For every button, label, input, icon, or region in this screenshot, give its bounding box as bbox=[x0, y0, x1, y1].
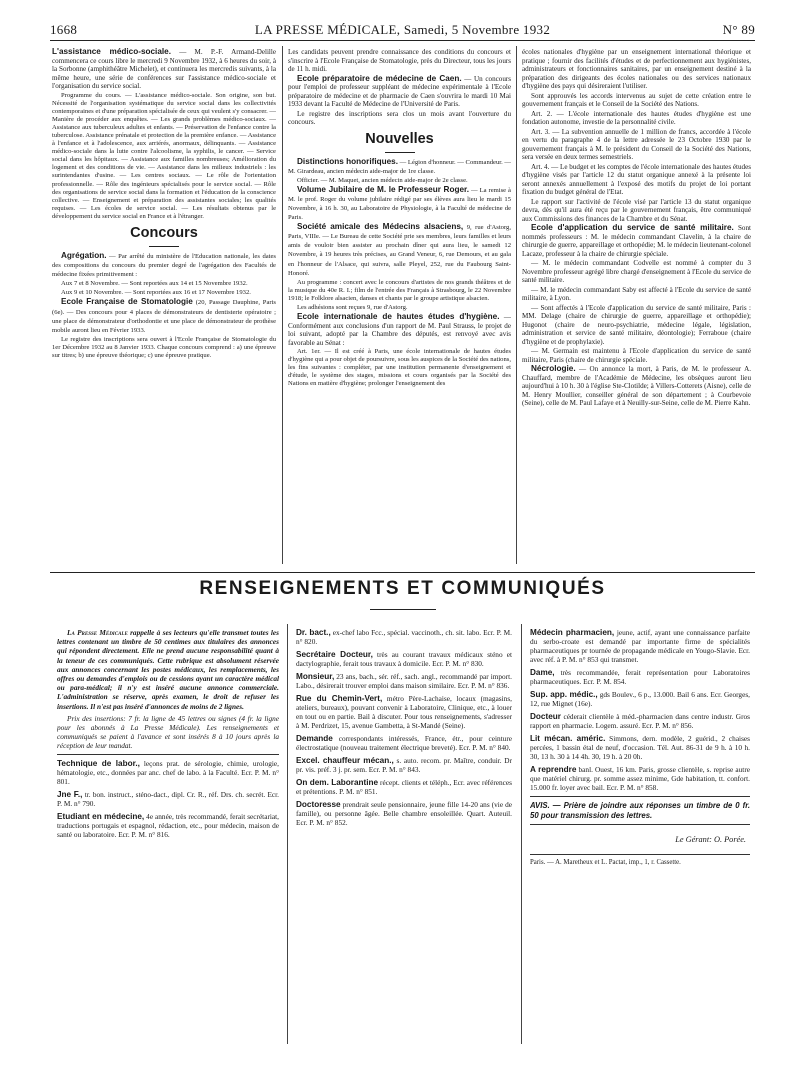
classified-ad: Etudiant en médecine, 4e année, très recommandé, ferait secrétariat, traductions portugais et espagnol, rédaction, etc., pour médecin, maison de santé ou laboratoire. Ecr. P. M. n° 816. bbox=[57, 811, 279, 839]
distinctions-officier: Officier. — M. Maquet, ancien médecin aide-major de 2e classe. bbox=[297, 176, 468, 184]
article-stomatologie: Ecole Française de Stomatologie (20, Passage Dauphine, Paris (6e). — Des concours pour 4 places de démonstrateurs de dentisterie opératoire ; une place de démonstrateur d'orthodontie et une place de démonstrateur de prothèse mobile auront lieu en Février 1933. bbox=[52, 297, 276, 334]
issue-number: N° 89 bbox=[722, 22, 755, 37]
caen-registre: Le registre des inscriptions sera clos un mois avant l'ouverture du concours. bbox=[288, 109, 511, 126]
banner-rule bbox=[370, 609, 436, 610]
sante-affectes: — Sont affectés à l'Ecole d'application du service de santé militaire, Paris : MM. Delage (chaire de chirurgie de guerre, appareillage et orthopédie); Hugonot (chaire de neuro-psychiatrie, médecine légale, législation, administration et service de santé militaire, déontologie); Ferraboue (chaire d'hygiène et de prophylaxie). bbox=[522, 303, 751, 346]
classified-ad: Excel. chauffeur mécan., s. auto. recom. pr. Maître, conduir. Dr pr. vis. préf. 3 j. pr. sem. Ecr. P. M. n° 843. bbox=[296, 756, 512, 774]
article-assistance: L'assistance médico-sociale. — M. P.-F. Armand-Delille commencera ce cours libre le mercredi 9 Novembre 1932, à 6 heures du soir, à la Sorbonne (amphithéâtre Michelet), et continuera les mercredis suivants, à la même heure, une série de conférences sur l'assistance médico-sociale et l'organisation du service social. bbox=[52, 48, 276, 90]
sante-germain: — M. Germain est maintenu à l'Ecole d'application du service de santé militaire, Paris (chaire de chirurgie spéciale. bbox=[522, 347, 751, 364]
classified-ad: Jne F., tr. bon. instruct., sténo-dact., dipl. Cr. R., réf. Drs. ch. secrét. Ecr. P. M. n° 790. bbox=[57, 789, 279, 808]
ads-column-1 bbox=[57, 628, 279, 1040]
news-column-3 bbox=[522, 48, 751, 563]
stomatologie-registre: Le registre des inscriptions sera ouvert à l'Ecole Française de Stomatologie du 1er Décembre 1932 au 8 Janvier 1933. Chaque concours comprend : a) une épreuve sur titres; b) une épreuve théorique; c) une épreuve pratique. bbox=[52, 335, 276, 360]
column-divider bbox=[287, 624, 288, 1044]
classified-ad: Docteur céderait clientèle à méd.-pharmacien dans centre industr. Gros rapport en pharmacie. Logem. assuré. Ecr. P. M. n° 856. bbox=[530, 712, 750, 730]
page-number: 1668 bbox=[50, 22, 78, 37]
avis-rule bbox=[530, 796, 750, 797]
avis-notice: AVIS. — Prière de joindre aux réponses un timbre de 0 fr. 50 pour transmission des lettres. bbox=[530, 801, 750, 820]
hygiene-rapport: Le rapport sur l'activité de l'école visé par l'article 13 du statut organique devra, dès qu'il aura été reçu par le gouvernement français, être communiqué aux Commissions des finances de la Chambre et du Sénat. bbox=[522, 197, 751, 223]
article-caen: Ecole préparatoire de médecine de Caen. — Un concours pour l'emploi de professeur suppléant de médecine expérimentale à l'Ecole préparatoire de médecine et de pharmacie de Caen s'ouvrira le mardi 10 Mai 1933 devant la Faculté de Médecine de l'Université de Paris. bbox=[288, 73, 511, 108]
gerant-signature: Le Gérant: O. Porée. bbox=[675, 835, 746, 844]
article-necrologie: Nécrologie. — On annonce la mort, à Paris, de M. le professeur A. Chauffard, membre de l'Académie de Médecine, les obsèques auront lieu aujourd'hui à 10 h. 30 à l'église Ste-Clotilde; à Villers-Cotterets (Aisne), celle de M. Henry Moullier, conseiller général de son département ; à Courbevoie (Seine), celle de M. Paul Lafaye et à Neuilly-sur-Seine, celle de M. Pierre Kahn. bbox=[522, 364, 751, 407]
section-divider bbox=[50, 572, 755, 573]
article-hygiene: Ecole internationale de hautes études d'hygiène. — Conformément aux conclusions d'un rapport de M. Paul Strauss, le projet de loi suivant, adopté par la Chambre des députés, est renvoyé avec avis favorable au Sénat : bbox=[288, 312, 511, 347]
header-rule bbox=[50, 40, 755, 41]
journal-title: LA PRESSE MÉDICALE, Samedi, 5 Novembre 1932 bbox=[254, 22, 551, 37]
printer-imprint: Paris. — A. Maretheux et L. Pactat, imp., 1, r. Cassette. bbox=[530, 854, 750, 867]
sante-codvelle: — M. le médecin commandant Codvelle est nommé à compter du 3 Novembre professeur agrégé libre chargé d'enseignement à l'Ecole du service de santé militaire. bbox=[522, 259, 751, 284]
classified-ad: Lit mécan. améric. Simmons, dern. modèle, 2 guérid., 2 chaises percées, 1 bassin étal de neuf, d'occasion. Tél. Aut. 86-31 de 9 h. à 10 h. 30, 13 h. 30 à 14 4h. 30, 19 h. à 20 0h. bbox=[530, 734, 750, 761]
classified-ad: Secrétaire Docteur, très au courant travaux médicaux sténo et dactylographie, ferait tous travaux à domicile. Ecr. P. M. n° 830. bbox=[296, 650, 512, 668]
hygiene-art4: Art. 4. — Le budget et les comptes de l'école internationale des hautes études d'hygiène visés par l'article 12 du statut organique annexé à la présente loi seront annexés annuellement à l'exposé des motifs du projet de loi portant fixation du budget général de l'Etat. bbox=[522, 162, 751, 196]
hygiene-art2: Art. 2. — L'école internationale des hautes études d'hygiène est une fondation autonome, investie de la personnalité civile. bbox=[522, 109, 751, 126]
stomatologie-conditions: Les candidats peuvent prendre connaissance des conditions du concours et s'inscrire à l'Ecole Française de Stomatologie, près du Directeur, tous les jours de 11 h. midi. bbox=[288, 48, 511, 73]
page-header bbox=[50, 22, 755, 40]
section-rule bbox=[149, 246, 179, 247]
ads-column-2 bbox=[296, 628, 512, 1040]
article-distinctions: Distinctions honorifiques. — Légion d'honneur. — Commandeur. — M. Girardeau, ancien médecin aide-major de 1re classe. bbox=[288, 156, 511, 175]
news-column-1 bbox=[52, 48, 276, 563]
classified-ad: Rue du Chemin-Vert, métro Père-Lachaise, locaux (magasins, ateliers, bureaux), pouvant convenir à Laboratoire, Clinique, etc., à louer en tout ou en partie. Bail à discuter. Pour tous renseignements, s'adresser à M. Perdrizet, 15, avenue Gambetta, à St-Mandé (Seine). bbox=[296, 694, 512, 730]
ads-column-3 bbox=[530, 628, 750, 1040]
classified-ad: Demande correspondants intéressés, France, étr., pour ceinture électrostatique (nouveau traitement électrique breveté). Ecr. P. M. n° 840. bbox=[296, 734, 512, 752]
agregation-dates-1: Aux 7 et 8 Novembre. — Sont reportées aux 14 et 15 Novembre 1932. bbox=[61, 280, 248, 288]
classified-ad: Doctoresse prendrait seule pensionnaire, jeune fille 14-20 ans (vie de famille), ou personne âgée. Belle chambre ensoleillée. Quart. Auteuil. Ecr. P. M. n° 852. bbox=[296, 800, 512, 827]
sante-saby: — M. le médecin commandant Saby est affecté à l'Ecole du service de santé militaire, à Lyon. bbox=[522, 285, 751, 302]
alsaciens-adhesions: Les adhésions sont reçues 9, rue d'Astorg. bbox=[297, 304, 408, 311]
article-roger: Volume Jubilaire de M. le Professeur Roger. — La remise à M. le prof. Roger du volume jubilaire rédigé par ses élèves aura lieu le mardi 15 Novembre, à 16 h. 30, au Laboratoire de Physiologie, à la Faculté de médecine de Paris. bbox=[288, 184, 511, 222]
alsaciens-programme: Au programme : concert avec le concours d'artistes de nos grands théâtres et de la musique du 40e R. I.; film de l'entrée des Français à Strasbourg, le 22 Novembre 1918; le Folklore alsacien, danses et chants par le groupe artistique alsacien. bbox=[288, 278, 511, 302]
hygiene-art1: Art. 1er. — Il est créé à Paris, une école internationale de hautes études d'hygiène qui a pour objet de poursuivre, sous les auspices de la Société des nations, les fins suivantes : compléter, par une institution permanente d'enseignement et d'étude, le système des stages, missions et cours organisés par la Société des Nations en matière d'hygiène; prolonger l'enseignement des bbox=[288, 348, 511, 388]
section-rule bbox=[385, 152, 415, 153]
classified-ad: Dame, très recommandée, ferait représentation pour Laboratoires pharmaceutiques. Ecr. P. M. 854. bbox=[530, 668, 750, 686]
section-title-concours: Concours bbox=[130, 225, 198, 241]
classified-ad: Sup. app. médic., gds Boulev., 6 p., 13.000. Bail 6 ans. Ecr. Georges, 12, rue Mignet (16e). bbox=[530, 690, 750, 708]
avis-rule bbox=[530, 824, 750, 825]
classified-ad: On dem. Laborantine récept. clients et téléph., Ecr. avec références et prétentions. P. M. n° 851. bbox=[296, 778, 512, 796]
hygiene-art3: Art. 3. — La subvention annuelle de 1 million de francs, accordée à l'école en vertu du paragraphe 4 de la lettre adressée le 23 Octobre 1930 par le gouvernement français à M. le président du Conseil de la Société des Nations, sera versée en deux termes semestriels. bbox=[522, 127, 751, 161]
column-divider bbox=[516, 46, 517, 564]
column-divider bbox=[521, 624, 522, 1044]
classified-ad: Dr. bact., ex-chef labo Fcc., spécial. vaccinoth., ch. sit. labo. Ecr. P. M. n° 820. bbox=[296, 628, 512, 646]
classified-ad: Technique de labor., leçons prat. de sérologie, chimie, urologie, hématologie, etc., données par anc. chef de labo. à la Faculté. Ecr. P. M. n° 801. bbox=[57, 758, 279, 786]
price-text: Prix des insertions: 7 fr. la ligne de 45 lettres ou signes (4 fr. la ligne pour les abonnés à La Presse Médicale). Les renseignements et communiqués se paient à l'avance et sont insérés 8 à 10 jours après la réception de leur mandat. bbox=[57, 713, 279, 751]
notice-text: La Presse Médicale rappelle à ses lecteurs qu'elle transmet toutes les lettres contenant un timbre de 50 centimes aux titulaires des annonces qui répondent directement. Elle ne prend aucune responsabilité quant à la teneur de ces communiqués. Cette rubrique est absolument réservée aux annonces concernant les postes médicaux, les remplacements, les offres ou demandes d'emplois ou de cessions ayant un caractère médical ou para-médical; il n'y est inséré aucune annonce commerciale. L'administration se réserve, après examen, le droit de refuser les insertions. Il n'est pas inséré d'annonces de moins de 2 lignes. bbox=[57, 628, 279, 711]
news-column-2 bbox=[288, 48, 511, 563]
agregation-dates-2: Aux 9 et 10 Novembre. — Sont reportées aux 16 et 17 Novembre 1932. bbox=[61, 289, 251, 297]
article-sante-militaire: Ecole d'application du service de santé militaire. Sont nommés professeurs : M. le médecin commandant Clavelin, à la chaire de chirurgie de guerre, appareillage et orthopédie; M. le médecin lieutenant-colonel Lacaze, professeur à la chaire de chirurgie spéciale. bbox=[522, 223, 751, 258]
classified-ad: Monsieur, 23 ans, bach., sér. réf., sach. angl., recommandé par import. Labo., désirerait trouver emploi dans maison similaire. Ecr. P. M. n° 836. bbox=[296, 672, 512, 690]
course-programme: Programme du cours. — L'assistance médico-sociale. Son origine, son but. Nécessité de l'organisation systématique du service social dans les collectivités contemporaines et d'une préparation spécialisée de ceux qui veulent s'y consacrer. — Manière de procéder aux enquêtes. — Les grands problèmes médico-sociaux. — Assistance aux tuberculeux adultes et enfants. — Préservation de l'enfance contre la tuberculose. Assistance prénatale et protection de la première enfance. — Assistance à l'enfance et à l'adolescence, aux arriérés, anormaux, délinquants. — Assistance médico-sociale dans la lutte contre l'alcoolisme, la syphilis, le cancer. — Service social dans les hôpitaux. — Assistance aux familles nombreuses; Amélioration du logement et des conditions de vie. — Assistance dans les milieux industriels : les surintendantes d'usine. — Les centres sociaux. — Le rôle de l'orientation professionnelle. — Rôle des ingénieurs spécialisés pour le service social. — Rôle des organisations de service social dans la formation et l'éducation de la conscience collective. — Enseignement et préparation des assistantes sociales; les qualités requises. — Les écoles de service social. — Les résultats obtenus par le développement du service social en France et à l'étranger. bbox=[52, 91, 276, 220]
article-alsaciens: Société amicale des Médecins alsaciens, 9, rue d'Astorg, Paris, VIIIe. — Le Bureau de cette Société prie ses membres, leurs familles et leurs amis de vouloir bien assister au prochain dîner qui aura lieu, le samedi 12 Novembre, à 19 heures très précises, au Grand Veneur, 6, rue Demours, et au gala en l'honneur de l'Alsace, qui suivra, salle Pleyel, 252, rue du Faubourg Saint-Honoré. bbox=[288, 222, 511, 277]
ads-rule bbox=[57, 754, 279, 755]
article-agregation: Agrégation. — Par arrêté du ministère de l'Education nationale, les dates des compositions du concours du premier degré de l'agrégation des Facultés de médecine fixées primitivement : bbox=[52, 251, 276, 279]
classified-ad: Médecin pharmacien, jeune, actif, ayant une connaissance parfaite du serbo-croate est demandé par importante firme de spécialités pharmaceutiques pr tournée de propagande médicale en Yougo-Slavie. Ecr. avec réf. à P. M. n° 853 qui transmet. bbox=[530, 628, 750, 664]
banner-renseignements: RENSEIGNEMENTS ET COMMUNIQUÉS bbox=[199, 578, 606, 599]
hygiene-accords: Sont approuvés les accords intervenus au sujet de cette création entre le gouvernement français et le Conseil de la Société des Nations. bbox=[522, 91, 751, 108]
hygiene-continued: écoles nationales d'hygiène par un enseignement international théorique et pratique ; fournir des facilités d'études et de perfectionnement aux hygiénistes, administrateurs et fonctionnaires sanitaires, par un enseignement destiné à la préparation des dirigeants des écoles nationales ou des services nationaux d'hygiène des pays qui désireraient l'utiliser. bbox=[522, 48, 751, 90]
section-title-nouvelles: Nouvelles bbox=[365, 130, 434, 147]
column-divider bbox=[282, 46, 283, 564]
classified-ad: A reprendre banl. Ouest, 16 km. Paris, grosse clientèle, s. reprise autre que matériel chirurg. pr. somme assez minime, Gde habitation, tt. confort. 15.000 fr. loyer avec bail. Ecr. P. M. n° 858. bbox=[530, 765, 750, 792]
